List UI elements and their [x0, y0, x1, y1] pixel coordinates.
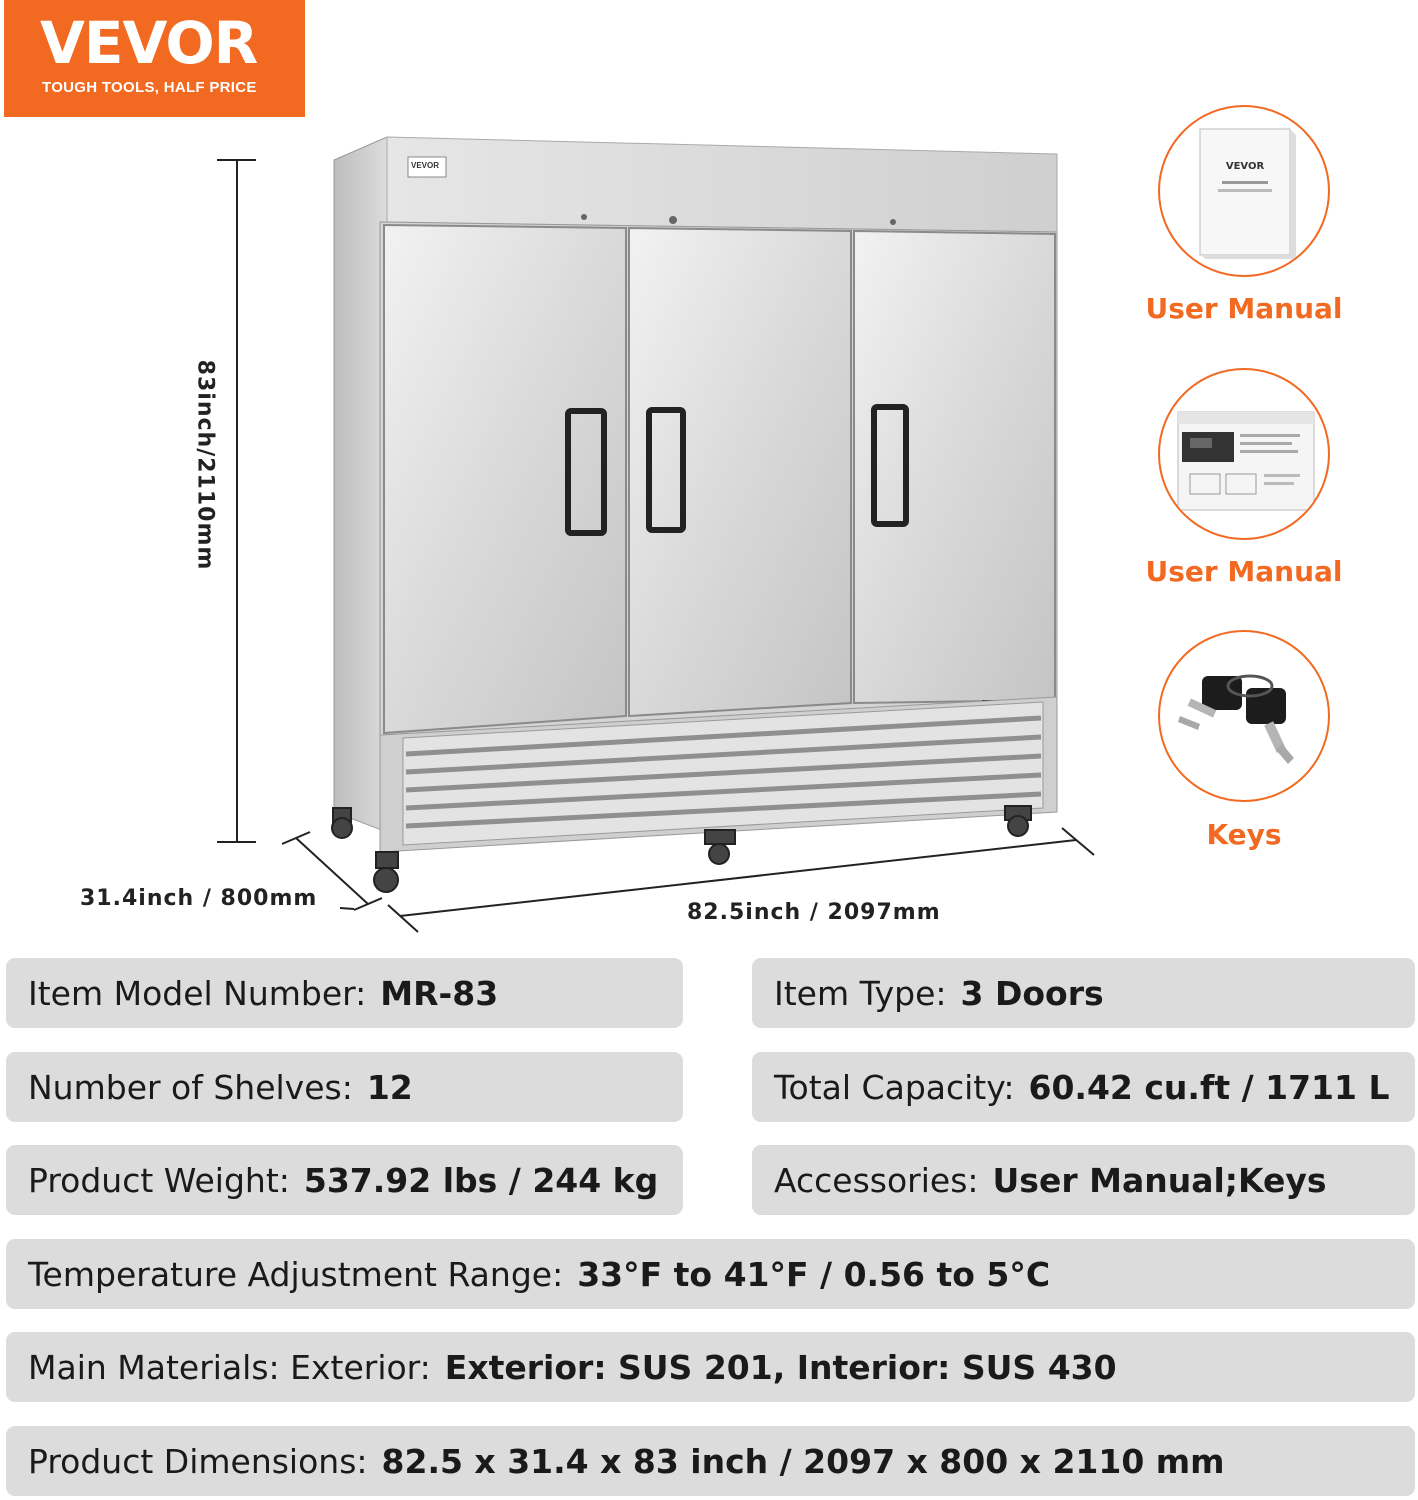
- refrigerator-illustration: [0, 120, 1140, 950]
- spec-label: Item Type:: [774, 973, 947, 1013]
- spec-label: Temperature Adjustment Range:: [28, 1254, 564, 1294]
- spec-value: Exterior: SUS 201, Interior: SUS 430: [444, 1347, 1117, 1387]
- spec-label: Number of Shelves:: [28, 1067, 353, 1107]
- spec-main-materials: [6, 1332, 1415, 1402]
- spec-total-capacity: [752, 1052, 1415, 1122]
- height-dimension-line: [217, 160, 256, 842]
- spec-accessories: [752, 1145, 1415, 1215]
- manual-cover-brand: VEVOR: [1225, 161, 1265, 172]
- spec-label: Product Dimensions:: [28, 1441, 368, 1481]
- spec-label: Total Capacity:: [774, 1067, 1015, 1107]
- spec-value: MR-83: [380, 973, 499, 1013]
- brand-name: VEVOR: [40, 9, 258, 77]
- spec-label: Accessories:: [774, 1160, 979, 1200]
- accessory-label-keys: Keys: [1206, 818, 1282, 851]
- accessory-keys: [1158, 630, 1330, 802]
- accessory-label-user-manual-2: User Manual: [1145, 555, 1343, 588]
- spec-value: 3 Doors: [960, 973, 1104, 1013]
- spec-label: Item Model Number:: [28, 973, 367, 1013]
- accessory-user-manual-1: [1158, 105, 1330, 277]
- spec-value: User Manual;Keys: [992, 1160, 1327, 1200]
- spec-product-weight: [6, 1145, 683, 1215]
- spec-number-of-shelves: [6, 1052, 683, 1122]
- spec-value: 33°F to 41°F / 0.56 to 5°C: [577, 1254, 1051, 1294]
- controller-manual-icon: [1160, 370, 1328, 538]
- brand-logo: [4, 0, 305, 117]
- depth-dimension-label: 31.4inch / 800mm: [80, 886, 318, 911]
- spec-value: 82.5 x 31.4 x 83 inch / 2097 x 800 x 2110 mm: [381, 1441, 1225, 1481]
- width-dimension-label: 82.5inch / 2097mm: [687, 900, 941, 925]
- spec-product-dimensions: [6, 1426, 1415, 1496]
- manual-booklet-icon: [1160, 107, 1328, 275]
- spec-label: Product Weight:: [28, 1160, 290, 1200]
- spec-model-number: [6, 958, 683, 1028]
- accessory-label-user-manual-1: User Manual: [1145, 292, 1343, 325]
- spec-label: Main Materials: Exterior:: [28, 1347, 431, 1387]
- brand-tagline: TOUGH TOOLS, HALF PRICE: [42, 79, 257, 96]
- spec-value: 60.42 cu.ft / 1711 L: [1028, 1067, 1390, 1107]
- svg-text:VEVOR: VEVOR: [411, 161, 440, 170]
- spec-item-type: [752, 958, 1415, 1028]
- spec-value: 537.92 lbs / 244 kg: [303, 1160, 659, 1200]
- keys-icon: [1160, 632, 1328, 800]
- spec-temperature-range: [6, 1239, 1415, 1309]
- height-dimension-label: 83inch/2110mm: [192, 359, 218, 571]
- spec-value: 12: [366, 1067, 413, 1107]
- accessory-user-manual-2: [1158, 368, 1330, 540]
